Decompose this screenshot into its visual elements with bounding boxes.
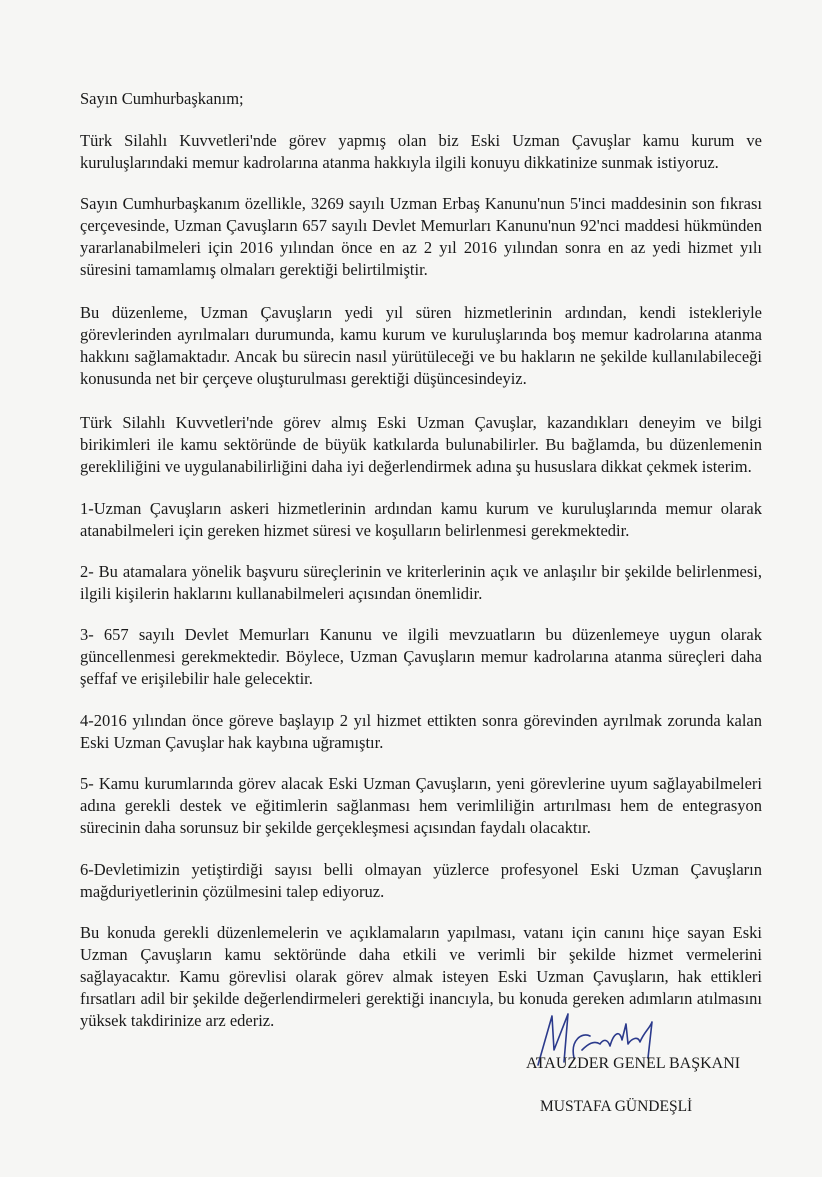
paragraph-experience: Türk Silahlı Kuvvetleri'nde görev almış Eski Uzman Çavuşlar, kazandıkları deneyim ve bilgi birikimleri ile kamu sektöründe de büyük katkılarda bulunabilirler. Bu bağlamda, bu düzenlemenin gerekliliğini ve uygulanabilirliğini daha iyi değerlendirmek adına şu hususlara dikkat çekmek isterim.: [80, 413, 762, 476]
item-4: 4-2016 yılından önce göreve başlayıp 2 yıl hizmet ettikten sonra görevinden ayrılmak zorunda kalan Eski Uzman Çavuşlar hak kaybına uğramıştır.: [80, 711, 762, 752]
item-3: 3- 657 sayılı Devlet Memurları Kanunu ve ilgili mevzuatların bu düzenlemeye uygun olarak güncellenmesi gerekmektedir. Böylece, Uzman Çavuşların memur kadrolarına atanma süreçleri daha şeffaf ve erişilebilir hale gelecektir.: [80, 625, 762, 688]
item-2: 2- Bu atamalara yönelik başvuru süreçlerinin ve kriterlerinin açık ve anlaşılır bir şekilde belirlenmesi, ilgili kişilerin haklarını kullanabilmeleri açısından önemlidir.: [80, 562, 762, 603]
item-6: 6-Devletimizin yetiştirdiği sayısı belli olmayan yüzlerce profesyonel Eski Uzman Çavuşların mağduriyetlerinin çözülmesini talep ediyoruz.: [80, 860, 762, 901]
signatory-title: ATAUZDER GENEL BAŞKANI: [526, 1055, 741, 1072]
item-5: 5- Kamu kurumlarında görev alacak Eski Uzman Çavuşların, yeni görevlerine uyum sağlayabilmeleri adına gerekli destek ve eğitimlerin sağlanması hem verimliliğin artırılması hem de entegrasyon sürecinin daha sorunsuz bir şekilde gerçekleşmesi açısından faydalı olacaktır.: [80, 774, 762, 837]
signatory-name: MUSTAFA GÜNDEŞLİ: [540, 1098, 693, 1115]
item-1: 1-Uzman Çavuşların askeri hizmetlerinin ardından kamu kurum ve kuruluşlarında memur olarak atanabilmeleri için gereken hizmet süresi ve koşulların belirlenmesi gerekmektedir.: [80, 499, 762, 540]
salutation: Sayın Cumhurbaşkanım;: [80, 89, 244, 108]
paragraph-law: Sayın Cumhurbaşkanım özellikle, 3269 sayılı Uzman Erbaş Kanunu'nun 5'inci maddesinin son fıkrası çerçevesinde, Uzman Çavuşların 657 sayılı Devlet Memurları Kanunu'nun 92'nci maddesi hükmünden yararlanabilmeleri için 2016 yılından önce en az 2 yıl 2016 yılından sonra en az yedi hizmet yılı süresini tamamlamış olmaları gerektiği belirtilmiştir.: [80, 194, 762, 279]
paragraph-closing: Bu konuda gerekli düzenlemelerin ve açıklamaların yapılması, vatanı için canını hiçe sayan Eski Uzman Çavuşların kamu sektöründe daha etkili ve verimli bir şekilde hizmet vermelerini sağlayacaktır. Kamu görevlisi olarak görev almak isteyen Eski Uzman Çavuşların, hak ettikleri fırsatları adil bir şekilde değerlendirmeleri gerektiği inancıyla, bu konuda gereken adımların atılmasını yüksek takdirinize arz ederiz.: [80, 923, 762, 1030]
paragraph-regulation: Bu düzenleme, Uzman Çavuşların yedi yıl süren hizmetlerinin ardından, kendi istekleriyle görevlerinden ayrılmaları durumunda, kamu kurum ve kuruluşlarında boş memur kadrolarına atanma hakkını sağlamaktadır. Ancak bu sürecin nasıl yürütüleceği ve bu hakların ne şekilde kullanılabileceği konusunda net bir çerçeve oluşturulması gerektiği düşüncesindeyiz.: [80, 303, 762, 388]
paragraph-intro: Türk Silahlı Kuvvetleri'nde görev yapmış olan biz Eski Uzman Çavuşlar kamu kurum ve kuruluşlarındaki memur kadrolarına atanma hakkıyla ilgili konuyu dikkatinize sunmak istiyoruz.: [80, 131, 762, 172]
